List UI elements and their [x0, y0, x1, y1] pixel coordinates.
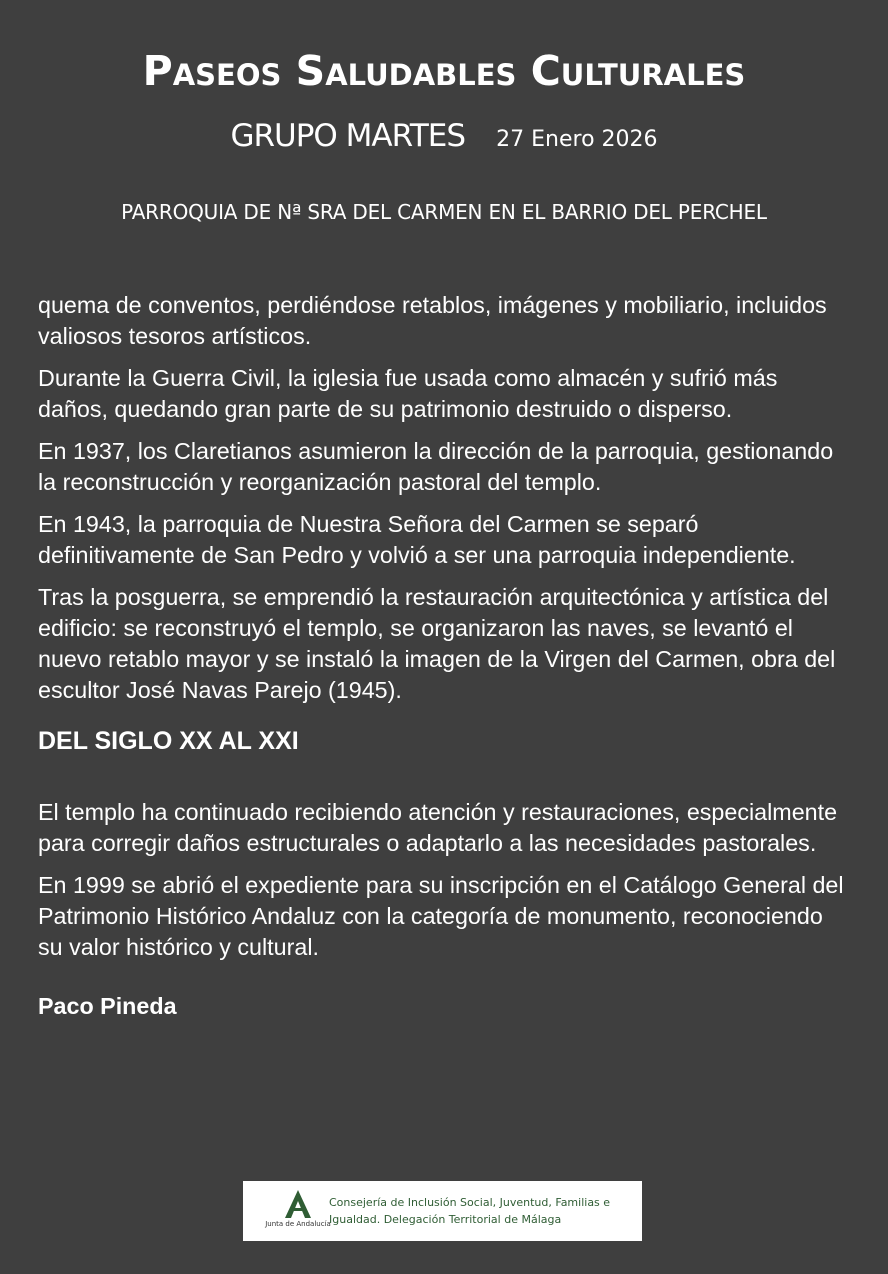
section-heading: DEL SIGLO XX AL XXI	[38, 727, 299, 755]
logo-text-line: Igualdad. Delegación Territorial de Málaga	[329, 1213, 562, 1226]
paragraph: quema de conventos, perdiéndose retablos, imágenes y mobiliario, incluidos valiosos tesoros artísticos.	[38, 292, 827, 349]
junta-andalucia-logo-icon	[283, 1189, 313, 1219]
paragraph: En 1999 se abrió el expediente para su inscripción en el Catálogo General del Patrimonio Histórico Andaluz con la categoría de monumento, reconociendo su valor histórico y cultural.	[38, 872, 844, 960]
paragraph: En 1937, los Claretianos asumieron la dirección de la parroquia, gestionando la reconstrucción y reorganización pastoral del templo.	[38, 438, 834, 495]
article-body	[38, 290, 853, 1022]
group-name: GRUPO MARTES	[230, 118, 466, 154]
page-title: Paseos Saludables Culturales	[142, 47, 746, 95]
paragraph: En 1943, la parroquia de Nuestra Señora del Carmen se separó definitivamente de San Pedro y volvió a ser una parroquia independiente.	[38, 511, 796, 568]
logo-caption: Junta de Andalucía	[265, 1220, 331, 1228]
group-line	[0, 118, 888, 154]
junta-andalucia-logo	[265, 1189, 331, 1237]
paragraph: El templo ha continuado recibiendo atención y restauraciones, especialmente para corregir daños estructurales o adaptarlo a las necesidades pastorales.	[38, 799, 838, 856]
page-subtitle: PARROQUIA DE Nª SRA DEL CARMEN EN EL BARRIO DEL PERCHEL	[121, 200, 767, 224]
logo-text-line: Consejería de Inclusión Social, Juventud, Familias e	[329, 1196, 611, 1209]
paragraph: Tras la posguerra, se emprendió la restauración arquitectónica y artística del edificio: se reconstruyó el templo, se organizaron las naves, se levantó el nuevo retablo mayor y se instaló la imagen de la Virgen del Carmen, obra del escultor José Navas Parejo (1945).	[38, 584, 836, 703]
sponsor-logo-box	[243, 1181, 642, 1241]
author-signature: Paco Pineda	[38, 993, 177, 1019]
logo-text	[329, 1194, 629, 1228]
event-date: 27 Enero 2026	[496, 127, 658, 152]
paragraph: Durante la Guerra Civil, la iglesia fue usada como almacén y sufrió más daños, quedando gran parte de su patrimonio destruido o disperso.	[38, 365, 778, 422]
